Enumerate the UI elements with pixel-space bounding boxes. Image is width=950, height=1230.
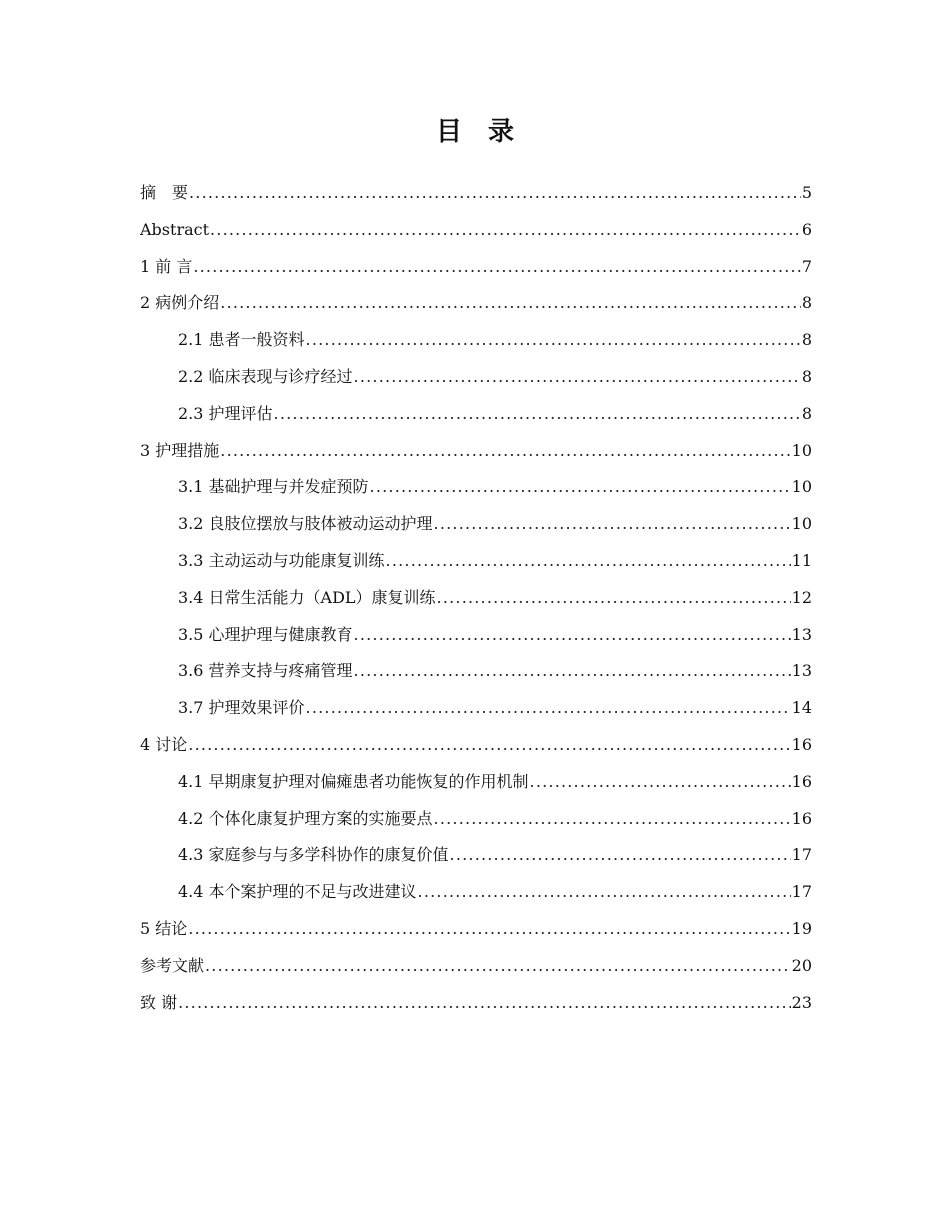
toc-entry-label: 参考文献 [140,955,205,975]
toc-dot-leader [210,212,801,249]
toc-dot-leader [274,396,801,433]
toc-entry-label: 2.3 护理评估 [178,403,273,423]
toc-entry-page-number: 17 [791,882,812,902]
toc-dot-leader [354,617,791,654]
toc-entry-label: 摘 要 [140,183,189,202]
toc-entry-label: 2.2 临床表现与诊疗经过 [178,366,353,386]
toc-dot-leader [437,580,791,617]
toc-entry-page-number: 7 [801,256,812,276]
toc-entry[interactable] [140,359,812,396]
toc-entry-page-number: 6 [801,219,812,239]
toc-entry[interactable] [140,469,812,506]
toc-entry[interactable] [140,396,812,433]
toc-entry[interactable] [140,874,812,911]
toc-entry[interactable] [140,249,812,286]
toc-dot-leader [418,874,791,911]
toc-dot-leader [189,175,801,212]
toc-entry[interactable] [140,727,812,764]
toc-dot-leader [354,359,801,396]
toc-entry[interactable] [140,433,812,470]
toc-entry-page-number: 16 [791,734,812,754]
toc-entry-page-number: 13 [791,624,812,644]
toc-entry-page-number: 11 [791,550,812,570]
toc-entry-label: 4 讨论 [140,734,188,754]
toc-entry[interactable] [140,911,812,948]
toc-entry-label: 3.2 良肢位摆放与肢体被动运动护理 [178,514,433,534]
toc-entry[interactable] [140,175,812,212]
toc-entry-page-number: 17 [791,845,812,865]
toc-entry[interactable] [140,285,812,322]
toc-entry[interactable] [140,764,812,801]
toc-dot-leader [193,249,800,286]
toc-entry[interactable] [140,948,812,985]
toc-entry-label: 4.3 家庭参与与多学科协作的康复价值 [178,845,449,865]
toc-entry-label: 3.1 基础护理与并发症预防 [178,477,369,497]
toc-entry[interactable] [140,322,812,359]
toc-entry-page-number: 19 [791,918,812,938]
toc-entry-label: 3.4 日常生活能力（ADL）康复训练 [178,587,436,607]
toc-dot-leader [386,543,791,580]
toc-entry-page-number: 12 [791,587,812,607]
toc-dot-leader [220,433,790,470]
toc-entry-page-number: 10 [791,514,812,534]
toc-entry-page-number: 8 [801,293,812,313]
toc-entry-label: 3.7 护理效果评价 [178,698,305,718]
toc-dot-leader [188,911,790,948]
toc-dot-leader [530,764,791,801]
toc-entry[interactable] [140,543,812,580]
toc-entry[interactable] [140,837,812,874]
toc-entry[interactable] [140,690,812,727]
toc-entry-page-number: 10 [791,477,812,497]
toc-entry[interactable] [140,801,812,838]
table-of-contents [140,175,812,1021]
toc-entry-label: 4.4 本个案护理的不足与改进建议 [178,882,417,902]
toc-entry-page-number: 16 [791,771,812,791]
toc-entry-page-number: 16 [791,808,812,828]
toc-entry-page-number: 10 [791,440,812,460]
toc-entry[interactable] [140,506,812,543]
toc-entry-page-number: 5 [801,183,812,202]
toc-entry-page-number: 20 [791,955,812,975]
toc-entry-label: 3.3 主动运动与功能康复训练 [178,550,385,570]
toc-entry-label: 2 病例介绍 [140,293,220,313]
page-title: 目 录 [435,117,514,147]
toc-dot-leader [306,322,801,359]
toc-dot-leader [450,837,791,874]
toc-entry[interactable] [140,580,812,617]
toc-dot-leader [434,801,791,838]
toc-dot-leader [220,285,801,322]
toc-dot-leader [434,506,791,543]
toc-entry-label: 4.1 早期康复护理对偏瘫患者功能恢复的作用机制 [178,771,529,791]
toc-entry-label: 5 结论 [140,918,188,938]
toc-entry[interactable] [140,212,812,249]
toc-entry-label: 3 护理措施 [140,440,220,460]
toc-dot-leader [188,727,790,764]
toc-entry-label: 2.1 患者一般资料 [178,330,305,350]
toc-entry[interactable] [140,653,812,690]
toc-entry[interactable] [140,985,812,1022]
toc-entry-page-number: 13 [791,661,812,681]
toc-entry-page-number: 8 [801,366,812,386]
toc-entry-label: 3.5 心理护理与健康教育 [178,624,353,644]
toc-entry-page-number: 8 [801,330,812,350]
toc-entry-page-number: 8 [801,403,812,423]
toc-dot-leader [370,469,791,506]
toc-entry-page-number: 14 [791,698,812,718]
toc-entry-label: 3.6 营养支持与疼痛管理 [178,661,353,681]
toc-entry-label: Abstract [140,219,210,239]
toc-entry[interactable] [140,617,812,654]
toc-dot-leader [354,653,791,690]
toc-entry-label: 1 前 言 [140,256,193,276]
toc-entry-label: 4.2 个体化康复护理方案的实施要点 [178,808,433,828]
toc-dot-leader [306,690,791,727]
toc-entry-page-number: 23 [791,992,812,1012]
toc-dot-leader [205,948,791,985]
toc-entry-label: 致 谢 [140,992,178,1012]
toc-dot-leader [178,985,791,1022]
